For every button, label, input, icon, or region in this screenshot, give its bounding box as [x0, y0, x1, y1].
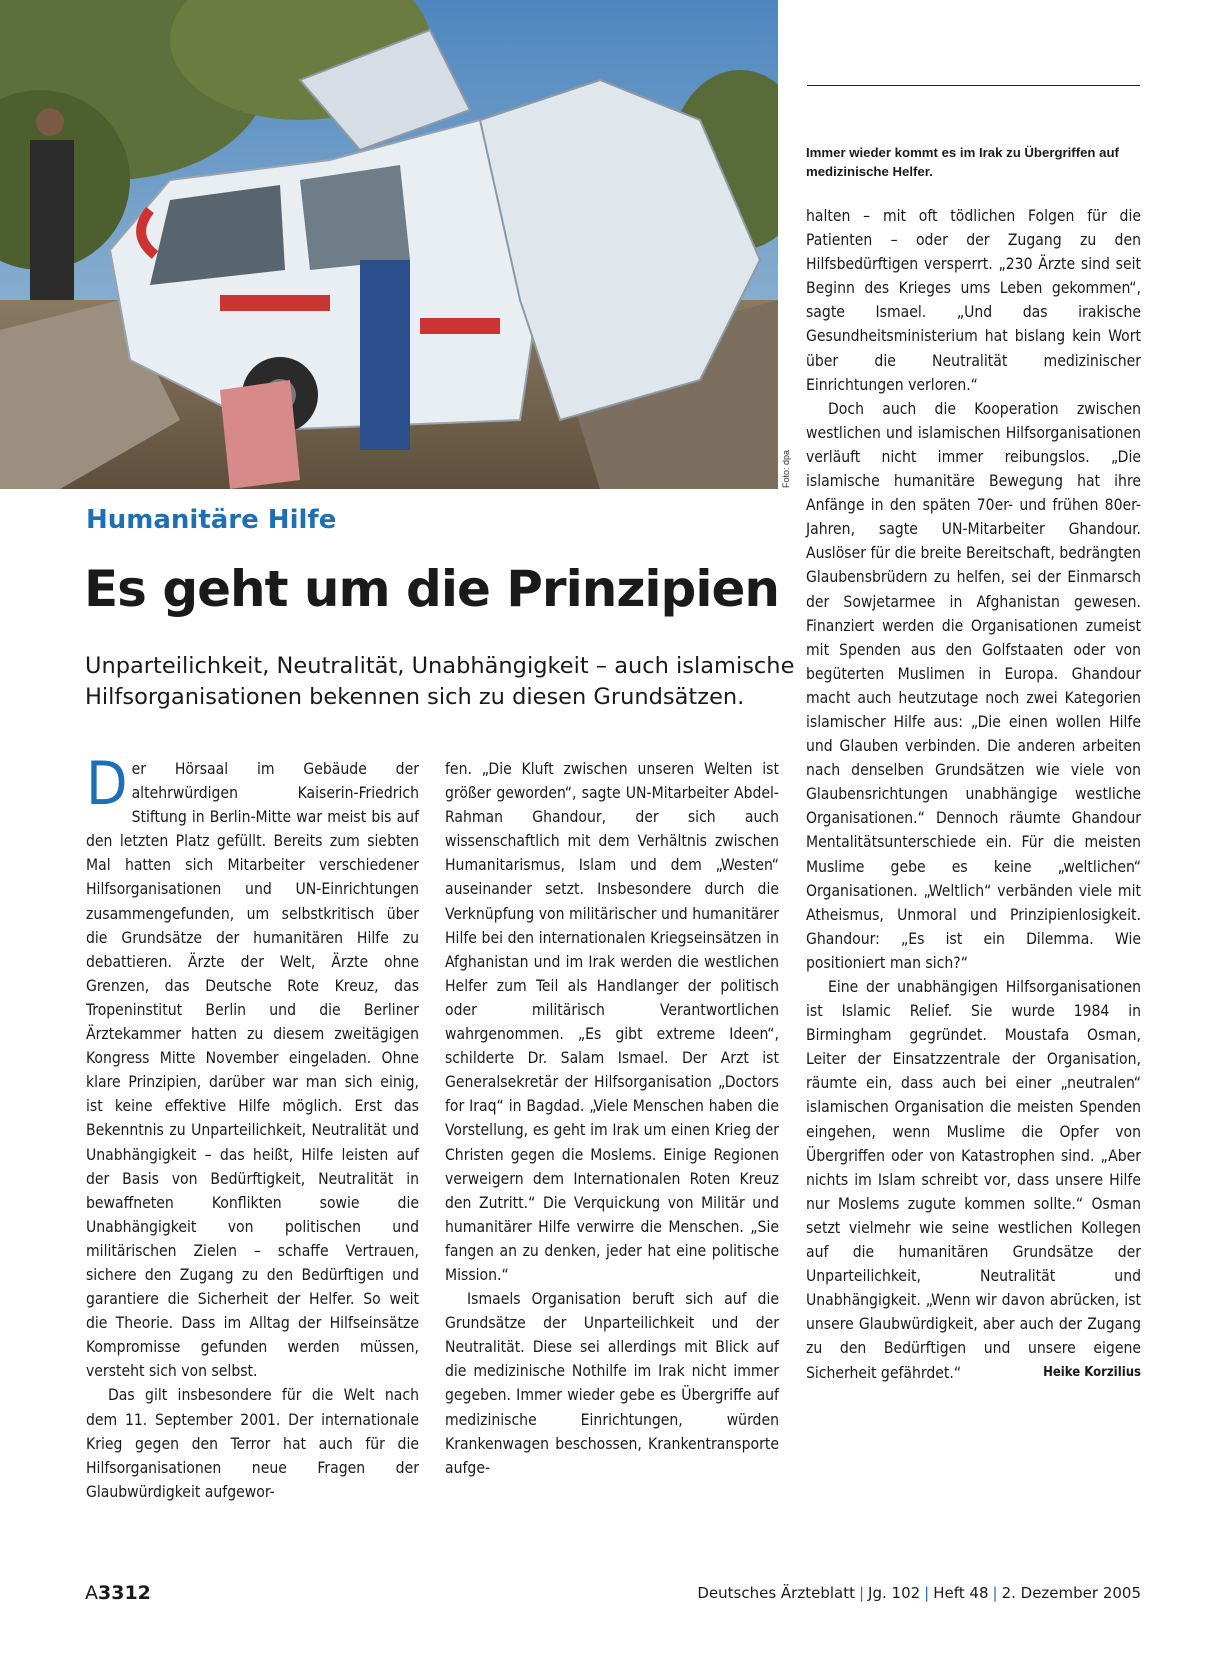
paragraph-text: Eine der unabhängigen Hilfsorganisationen ist Islamic Relief. Sie wurde 1984 in Birmingham gegründet. Moustafa Osman, Leiter der Einsatzzentrale der Organisation, räumte ein, dass auch bei einer „neutralen“ islamischen Organisation die meisten Spenden eingehen, wenn Muslime die Opfer von Übergriffen oder von Katastrophen sind. „Aber nichts im Islam schreibt vor, dass unsere Hilfe nur Moslems zugute kommen sollte.“ Osman setzt vielmehr wie seine westlichen Kollegen auf die humanitären Grundsätze der Unparteilichkeit, Neutralität und Unabhängigkeit. „Wenn wir davon abrücken, ist unsere Glaubwürdigkeit, aber auch der Zugang zu den Bedürftigen und unsere eigene Sicherheit gefährdet.“ — [806, 978, 1141, 1382]
paragraph-text: er Hörsaal im Gebäude der altehrwürdigen Kaiserin-Friedrich Stiftung in Berlin-Mitte war meist bis auf den letzten Platz gefüllt. Bereits zum siebten Mal hatten sich Mitarbeiter verschiedener Hilfsorganisationen und UN-Einrichtungen zusammengefunden, um selbstkritisch über die Grundsätze der humanitären Hilfe zu debattieren. Ärzte der Welt, Ärzte ohne Grenzen, das Deutsche Rote Kreuz, das Tropeninstitut Berlin und die Berliner Ärztekammer hatten zu diesem zweitägigen Kongress Mitte November eingeladen. Ohne klare Prinzipien, darüber war man sich einig, ist keine effektive Hilfe möglich. Erst das Bekenntnis zu Unparteilichkeit, Neutralität und Unabhängigkeit – das heißt, Hilfe leisten auf der Basis von Bedürftigkeit, Neutralität in bewaffneten Konflikten sowie die Unabhängigkeit von politischen und militärischen Zielen – schaffe Vertrauen, sichere den Zugang zu den Bedürftigen und garantiere die Sicherheit der Helfer. So weit die Theorie. Dass im Alltag der Hilfseinsätze Kompromisse gefunden werden müssen, versteht sich von selbst. — [86, 760, 419, 1381]
journal-footer — [697, 1584, 1141, 1602]
paragraph — [806, 975, 1141, 1385]
footer-separator: | — [858, 1584, 865, 1602]
article-photo — [0, 0, 778, 489]
page-number-value: 3312 — [98, 1582, 151, 1604]
paragraph: Ismaels Organisation beruft sich auf die Grundsätze der Unparteilichkeit und der Neutralität. Diese sei allerdings mit Blick auf die medizinische Nothilfe im Irak nicht immer gegeben. Immer wieder gebe es Übergriffe auf medizinische Einrichtungen, würden Krankenwagen beschossen, Krankentransporte aufge- — [445, 1290, 779, 1477]
top-rule — [807, 85, 1140, 86]
footer-separator: | — [924, 1584, 930, 1602]
journal-volume: Jg. 102 — [868, 1584, 921, 1602]
paragraph: Doch auch die Kooperation zwischen westlichen und islamischen Hilfsorganisationen verläuft nicht immer reibungslos. „Die islamische humanitäre Bewegung hat ihre Anfänge in den späten 70er- und frühen 80er-Jahren, sagte UN-Mitarbeiter Ghandour. Auslöser für die breite Bereitschaft, bedrängten Glaubensbrüdern zu helfen, sei der Einmarsch der Sowjetarmee in Afghanistan gewesen. Finanziert werden die Organisationen zumeist mit Spenden aus den Golfstaaten oder von begüterten Muslimen in Europa. Ghandour macht auch heutzutage noch zwei Kategorien islamischer Hilfe aus: „Die einen wollen Hilfe und Glauben verbinden. Die anderen arbeiten nach denselben Grundsätzen wie viele von Glaubensrichtungen unabhängige westliche Organisationen.“ Dennoch räumte Ghandour Mentalitätsunterschiede ein. Für die meisten Muslime gebe es keine „weltlichen“ Organisationen. „Weltlich“ verbänden viele mit Atheismus, Unmoral und Prinzipienlosigkeit. Ghandour: „Es ist ein Dilemma. Wie positioniert man sich?“ — [806, 399, 1141, 972]
page-prefix: A — [85, 1582, 98, 1604]
body-column-2 — [445, 757, 779, 1480]
damaged-ambulance-photo-icon — [0, 0, 778, 489]
body-column-1 — [86, 749, 419, 1504]
journal-issue: Heft 48 — [933, 1584, 989, 1602]
drop-cap: D — [86, 749, 128, 819]
body-column-3 — [806, 204, 1141, 1385]
photo-caption: Immer wieder kommt es im Irak zu Übergriffen auf medizinische Helfer. — [806, 145, 1119, 179]
kicker: Humanitäre Hilfe — [86, 505, 337, 535]
paragraph: Das gilt insbesondere für die Welt nach dem 11. September 2001. Der internationale Krieg gegen den Terror hat auch für die Hilfsorganisationen neue Fragen der Glaubwürdigkeit aufgewor- — [86, 1386, 419, 1501]
journal-name: Deutsches Ärzteblatt — [697, 1584, 855, 1602]
deck: Unparteilichkeit, Neutralität, Unabhängigkeit – auch islamische Hilfsorganisationen bekennen sich zu diesen Grundsätzen. — [85, 653, 795, 710]
footer-separator: | — [992, 1584, 998, 1602]
page-number — [85, 1582, 151, 1604]
author: Heike Korzilius — [1043, 1364, 1141, 1380]
paragraph — [86, 749, 419, 1383]
paragraph: halten – mit oft tödlichen Folgen für die Patienten – oder der Zugang zu den Hilfsbedürftigen versperrt. „230 Ärzte sind seit Beginn des Krieges ums Leben gekommen“, sagte Ismael. „Und das irakische Gesundheitsministerium hat bislang kein Wort über die Neutralität medizinischer Einrichtungen verloren.“ — [806, 207, 1141, 394]
paragraph: fen. „Die Kluft zwischen unseren Welten ist größer geworden“, sagte UN-Mitarbeiter Abdel-Rahman Ghandour, der sich auch wissenschaftlich mit dem Verhältnis zwischen Humanitarismus, Islam und dem „Westen“ auseinander setzt. Insbesondere durch die Verknüpfung von militärischer und humanitärer Hilfe bei den internationalen Kriegseinsätzen in Afghanistan und im Irak werden die westlichen Helfer zum Teil als Handlanger der politisch oder militärisch Verantwortlichen wahrgenommen. „Es gibt extreme Ideen“, schilderte Dr. Salam Ismael. Der Arzt ist Generalsekretär der Hilfsorganisation „Doctors for Iraq“ in Bagdad. „Viele Menschen haben die Vorstellung, es geht im Irak um einen Krieg der Christen gegen die Moslems. Einige Regionen verweigern dem Internationalen Roten Kreuz den Zutritt.“ Die Verquickung von Militär und humanitärer Hilfe verwirre die Menschen. „Sie fangen an zu denken, jeder hat eine politische Mission.“ — [445, 760, 779, 1284]
headline: Es geht um die Prinzipien — [84, 560, 779, 618]
photo-credit: Foto: dpa — [781, 450, 791, 489]
journal-date: 2. Dezember 2005 — [1001, 1584, 1141, 1602]
